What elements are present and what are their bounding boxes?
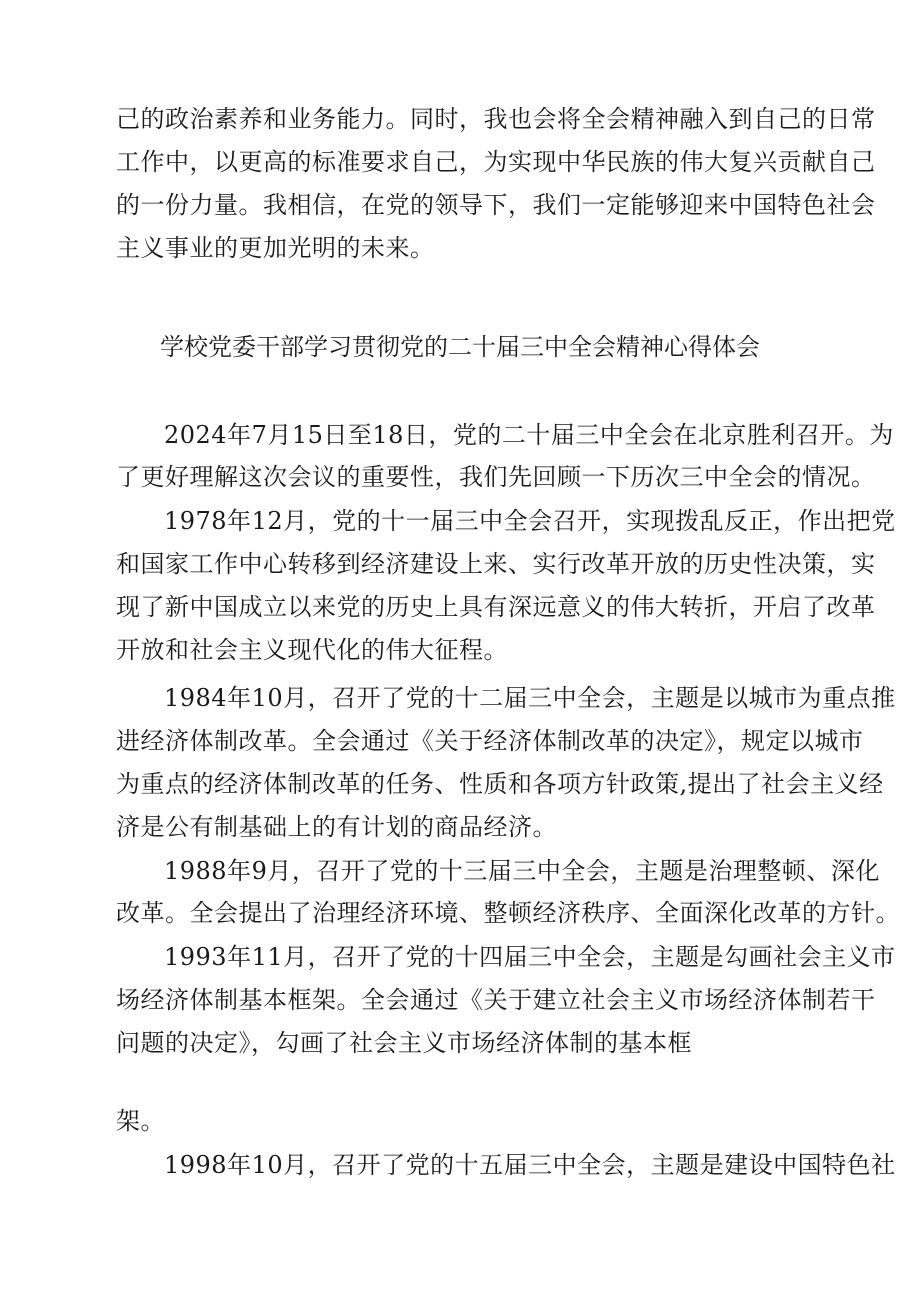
text-line: 2024年7月15日至18日，党的二十届三中全会在北京胜利召开。为	[164, 421, 894, 449]
text-line: 工作中，以更高的标准要求自己，为实现中华民族的伟大复兴贡献自己	[116, 148, 876, 176]
text-line: 问题的决定》，勾画了社会主义市场经济体制的基本框	[116, 1029, 692, 1057]
text-line: 主义事业的更加光明的未来。	[116, 234, 435, 262]
text-line: 场经济体制基本框架。全会通过《关于建立社会主义市场经济体制若干	[116, 986, 876, 1014]
text-line: 进经济体制改革。全会通过《关于经济体制改革的决定》，规定以城市	[116, 727, 864, 755]
text-line: 1998年10月，召开了党的十五届三中全会，主题是建设中国特色社	[164, 1151, 896, 1179]
article-title: 学校党委干部学习贯彻党的二十届三中全会精神心得体会	[160, 333, 760, 361]
text-line: 了更好理解这次会议的重要性，我们先回顾一下历次三中全会的情况。	[116, 463, 876, 491]
text-line: 1993年11月，召开了党的十四届三中全会，主题是勾画社会主义市	[164, 943, 896, 971]
text-line: 改革。全会提出了治理经济环境、整顿经济秩序、全面深化改革的方针。	[116, 899, 900, 927]
text-line: 架。	[116, 1107, 165, 1135]
text-line: 和国家工作中心转移到经济建设上来、实行改革开放的历史性决策，实	[116, 550, 876, 578]
text-line: 济是公有制基础上的有计划的商品经济。	[116, 813, 557, 841]
text-line: 己的政治素养和业务能力。同时，我也会将全会精神融入到自己的日常	[116, 105, 876, 133]
text-line: 1984年10月，召开了党的十二届三中全会，主题是以城市为重点推	[164, 684, 896, 712]
text-line: 1988年9月，召开了党的十三届三中全会，主题是治理整顿、深化	[164, 857, 880, 885]
text-line: 开放和社会主义现代化的伟大征程。	[116, 636, 508, 664]
text-line: 1978年12月，党的十一届三中全会召开，实现拨乱反正，作出把党	[164, 507, 896, 535]
text-line: 的一份力量。我相信，在党的领导下，我们一定能够迎来中国特色社会	[116, 191, 876, 219]
text-line: 为重点的经济体制改革的任务、性质和各项方针政策,提出了社会主义经	[116, 770, 884, 798]
text-line: 现了新中国成立以来党的历史上具有深远意义的伟大转折，开启了改革	[116, 593, 876, 621]
